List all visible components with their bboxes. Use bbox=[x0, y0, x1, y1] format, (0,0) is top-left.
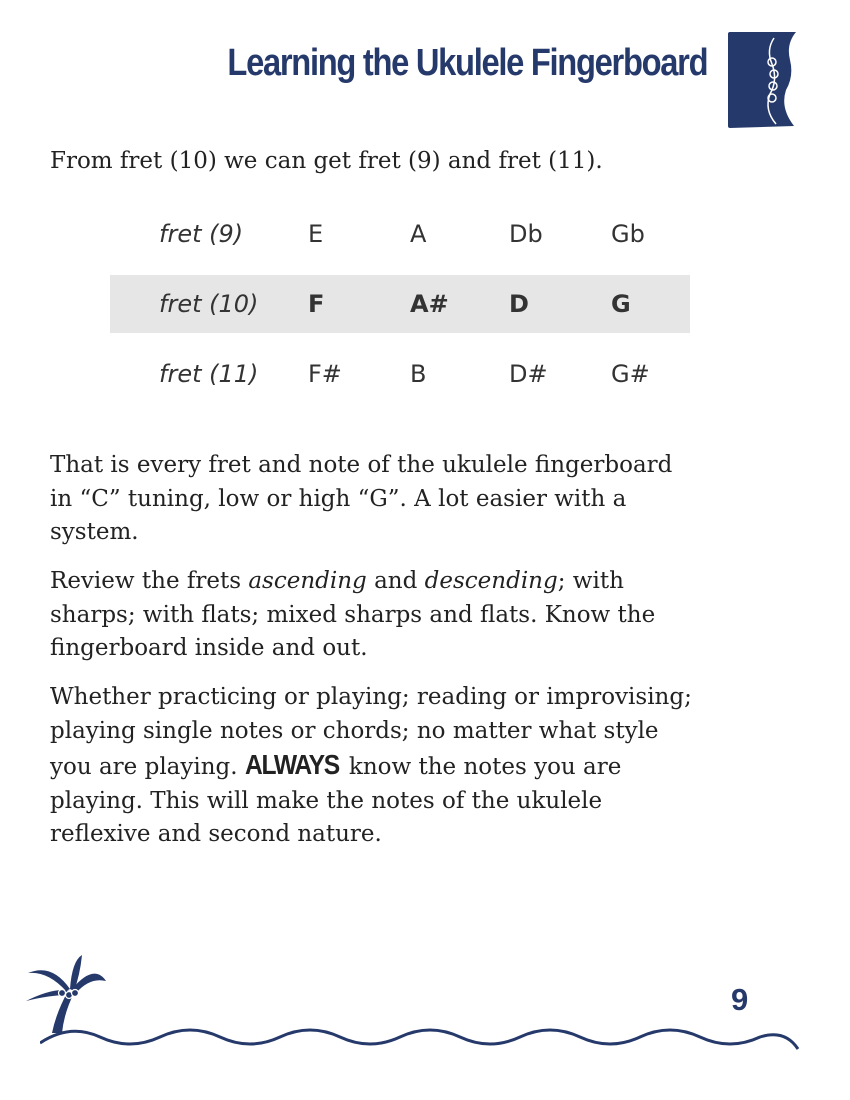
note-cell: E bbox=[308, 220, 324, 248]
always-emphasis: ALWAYS bbox=[244, 749, 339, 780]
intro-text: From fret (10) we can get fret (9) and fret (11). bbox=[50, 148, 603, 174]
fret-row-9 bbox=[110, 205, 690, 263]
note-cell: F bbox=[308, 290, 325, 318]
fret-row-11 bbox=[110, 345, 690, 403]
text-run: and bbox=[366, 568, 425, 594]
text-line: That is every fret and note of the ukulele fingerboard bbox=[50, 452, 673, 478]
text-run: Review the frets bbox=[50, 568, 249, 594]
fret-row-10-highlighted bbox=[110, 275, 690, 333]
paragraph-practice bbox=[50, 681, 790, 852]
page-number: 9 bbox=[731, 982, 749, 1017]
note-cell: D bbox=[509, 290, 529, 318]
note-cell: G# bbox=[611, 360, 650, 388]
paragraph-summary bbox=[50, 449, 790, 550]
note-cell: D# bbox=[509, 360, 548, 388]
text-line: system. bbox=[50, 519, 139, 545]
text-line: playing. This will make the notes of the ukulele bbox=[50, 787, 603, 814]
note-cell: A# bbox=[410, 290, 449, 318]
emphasis-descending: descending bbox=[424, 568, 558, 594]
note-cell: G bbox=[611, 290, 631, 318]
note-cell: B bbox=[410, 360, 427, 388]
text-line: playing single notes or chords; no matter what style bbox=[50, 717, 659, 744]
text-line: in “C” tuning, low or high “G”. A lot easier with a bbox=[50, 485, 627, 512]
text-run: know the notes you are bbox=[341, 754, 622, 780]
paragraph-review bbox=[50, 565, 790, 666]
text-run: you are playing. bbox=[50, 754, 245, 780]
wave-border bbox=[40, 1015, 800, 1060]
text-line: sharps; with flats; mixed sharps and flats. Know the bbox=[50, 601, 656, 628]
fret-table bbox=[110, 205, 690, 403]
fret-label: fret (11) bbox=[159, 360, 259, 388]
fret-label: fret (9) bbox=[159, 220, 244, 248]
note-cell: A bbox=[410, 220, 427, 248]
note-cell: Gb bbox=[611, 220, 645, 248]
text-line: Whether practicing or playing; reading or improvising; bbox=[50, 684, 692, 710]
emphasis-ascending: ascending bbox=[248, 568, 367, 594]
note-cell: F# bbox=[308, 360, 342, 388]
text-line: fingerboard inside and out. bbox=[50, 635, 368, 661]
text-run: ; with bbox=[557, 568, 624, 594]
page-title: Learning the Ukulele Fingerboard bbox=[227, 42, 708, 84]
fret-label: fret (10) bbox=[159, 290, 259, 318]
note-cell: Db bbox=[509, 220, 543, 248]
ukulele-headstock-icon bbox=[724, 30, 798, 130]
text-line: reflexive and second nature. bbox=[50, 821, 382, 847]
